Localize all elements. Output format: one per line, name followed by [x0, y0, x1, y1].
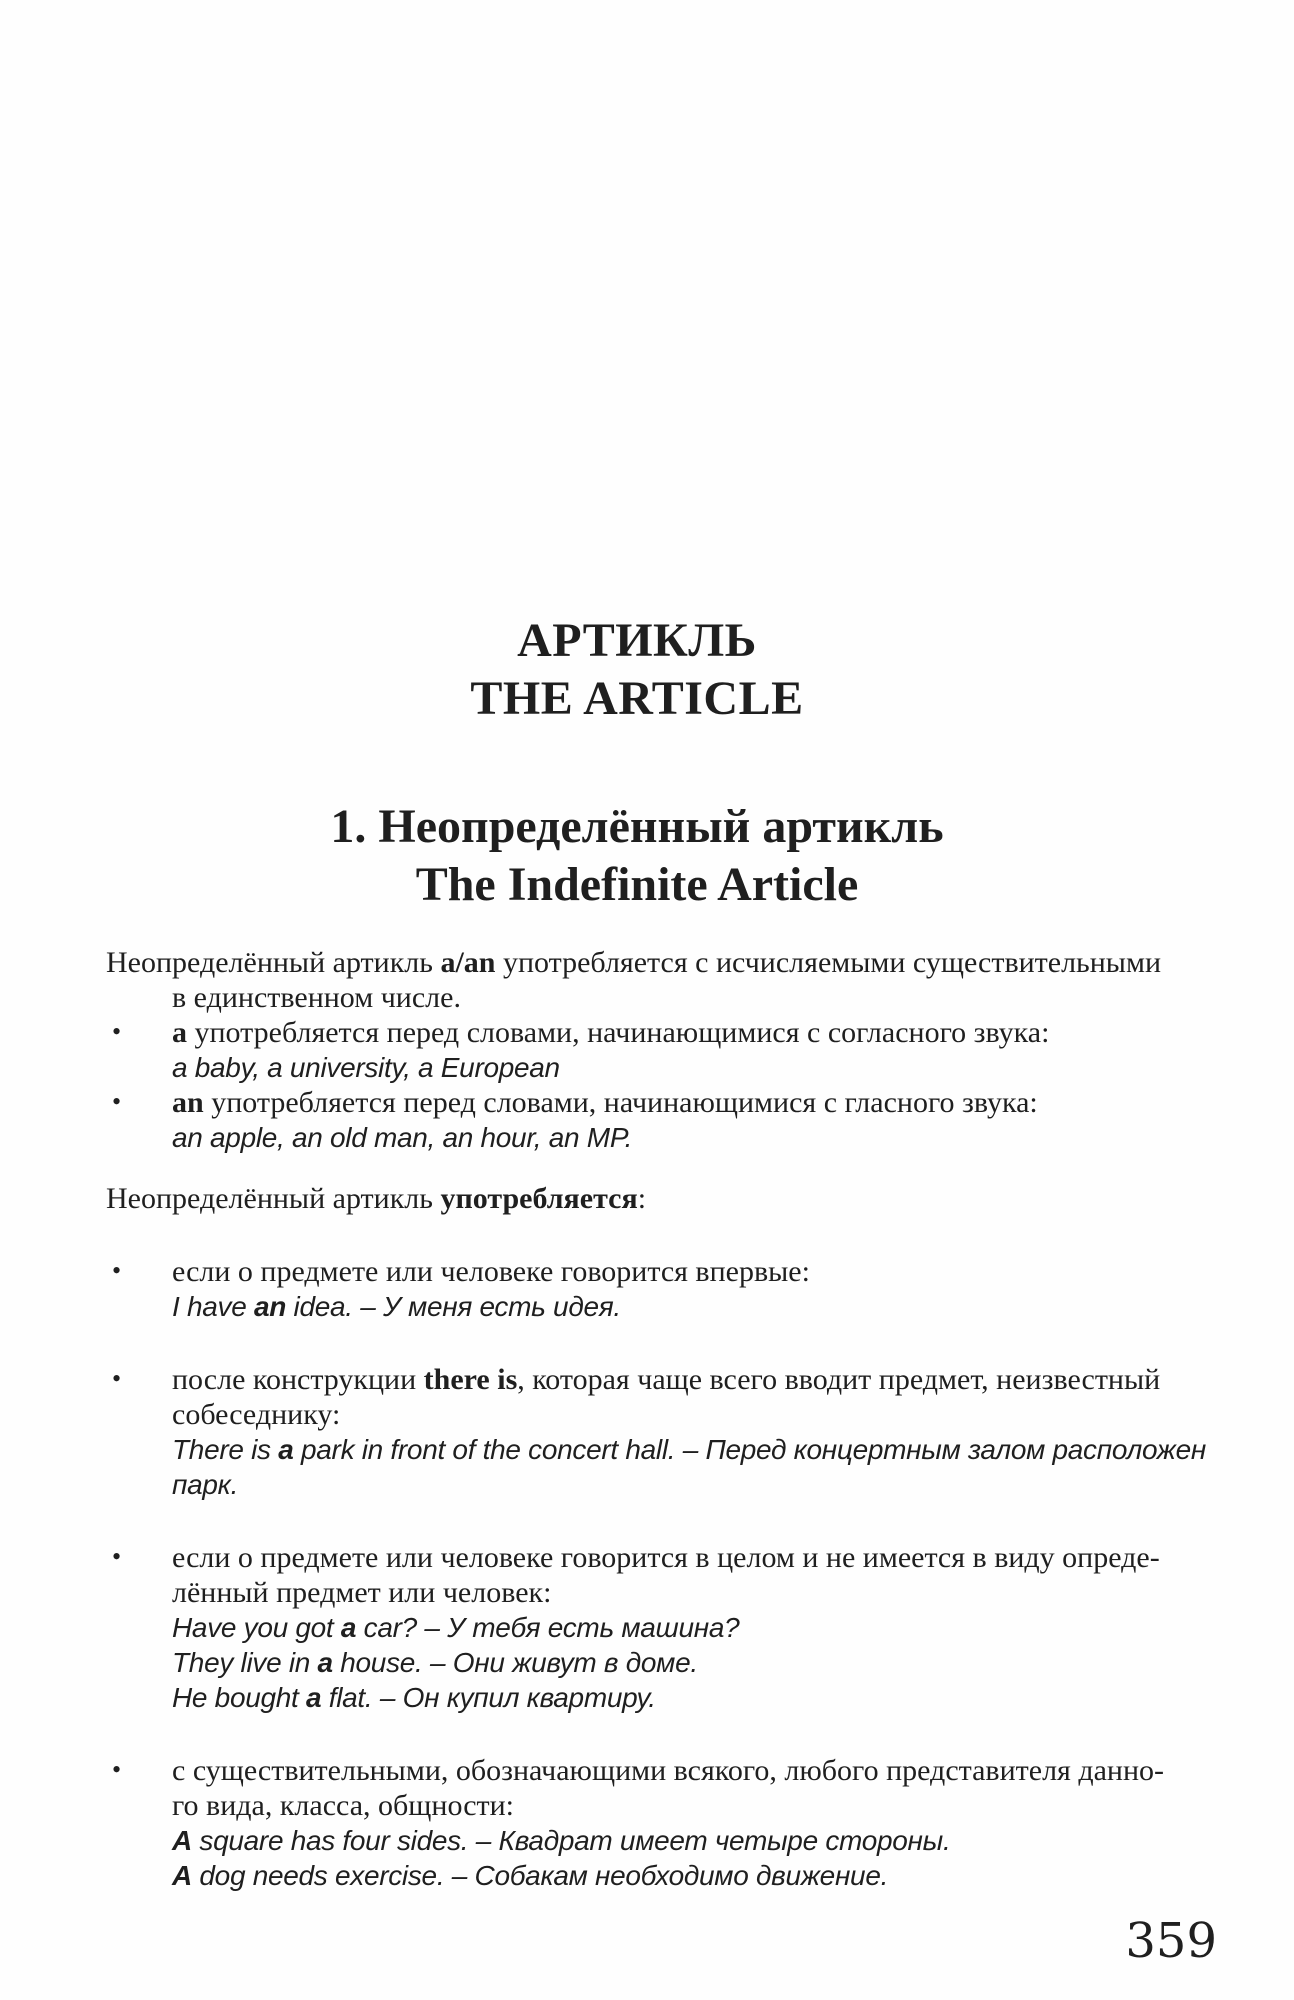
section-heading-ru: 1. Неопределённый артикль [330, 800, 944, 853]
text-segment: There is [172, 1434, 279, 1465]
text-segment: They live in [172, 1647, 318, 1678]
text-segment: car? – У тебя есть машина? [356, 1612, 740, 1643]
text-segment: го вида, класса, общности: [172, 1789, 515, 1822]
text-line [106, 1085, 1216, 1120]
text-segment: there is [423, 1363, 518, 1396]
text-segment: park in front of the concert hall. – Перед концертным залом расположен [293, 1434, 1206, 1465]
example-line [106, 1858, 1216, 1893]
text-line [106, 1362, 1216, 1397]
text-segment: a [306, 1682, 322, 1713]
example-line [106, 1120, 1216, 1155]
text-segment: употребляется [440, 1182, 638, 1215]
page-number: 359 [1125, 1913, 1217, 1969]
text-segment: flat. – Он купил квартиру. [321, 1682, 656, 1713]
text-line [106, 1181, 1216, 1216]
text-segment: a [340, 1612, 357, 1643]
text-segment: I have [172, 1291, 254, 1322]
example-line [106, 1823, 1216, 1858]
chapter-title-en: THE ARTICLE [470, 672, 804, 725]
text-segment: a/an [440, 946, 496, 979]
text-line [106, 1254, 1216, 1289]
chapter-title-ru: АРТИКЛЬ [517, 614, 757, 667]
bullet-icon: • [112, 1256, 122, 1285]
text-segment: He bought [172, 1682, 306, 1713]
example-line [106, 1289, 1216, 1324]
text-line [106, 1397, 1216, 1432]
text-segment: собеседнику: [172, 1398, 341, 1431]
bullet-icon: • [112, 1364, 122, 1393]
text-segment: an [253, 1291, 287, 1322]
example-line [106, 1432, 1216, 1467]
text-line [106, 980, 1216, 1015]
bullet-item [106, 1085, 1216, 1155]
text-segment: idea. – У меня есть идея. [286, 1291, 621, 1322]
text-segment: после конструкции [172, 1363, 424, 1396]
text-line [106, 945, 1216, 980]
text-segment: house. – Они живут в доме. [332, 1647, 698, 1678]
text-segment: употребляется с исчисляемыми существительными [495, 946, 1161, 979]
example-line [106, 1050, 1216, 1085]
text-segment: a [278, 1434, 294, 1465]
page-content [106, 945, 1216, 1893]
example-line [106, 1610, 1216, 1645]
text-segment: : [637, 1182, 647, 1215]
section-heading-en: The Indefinite Article [415, 858, 859, 911]
bullet-icon: • [112, 1017, 122, 1046]
paragraph [106, 1181, 1216, 1216]
text-segment: a baby, a university, a European [172, 1052, 560, 1083]
text-segment: A [172, 1825, 192, 1856]
text-segment: A [172, 1860, 192, 1891]
example-line [106, 1680, 1216, 1715]
text-segment: в единственном числе. [172, 981, 461, 1014]
text-segment: лённый предмет или человек: [172, 1576, 552, 1609]
text-segment: , которая чаще всего вводит предмет, неизвестный [517, 1363, 1161, 1396]
text-segment: парк. [172, 1469, 239, 1500]
bullet-item [106, 1015, 1216, 1085]
text-segment: употребляется перед словами, начинающимися с гласного звука: [203, 1086, 1038, 1119]
bullet-item [106, 1362, 1216, 1502]
page-header [64, 612, 1210, 914]
text-segment: square has four sides. – Квадрат имеет четыре стороны. [191, 1825, 951, 1856]
text-segment: употребляется перед словами, начинающимися с согласного звука: [187, 1016, 1050, 1049]
text-segment: an [172, 1086, 204, 1119]
example-line [106, 1645, 1216, 1680]
text-line [106, 1015, 1216, 1050]
text-segment: если о предмете или человеке говорится в целом и не имеется в виду опреде- [172, 1541, 1160, 1574]
text-segment: Have you got [172, 1612, 341, 1643]
text-line [106, 1788, 1216, 1823]
text-segment: a [172, 1016, 187, 1049]
example-line [106, 1467, 1216, 1502]
text-segment: a [317, 1647, 333, 1678]
text-line [106, 1540, 1216, 1575]
text-line [106, 1753, 1216, 1788]
bullet-item [106, 1254, 1216, 1324]
bullet-icon: • [112, 1542, 122, 1571]
text-segment: Неопределённый артикль [106, 946, 441, 979]
text-segment: dog needs exercise. – Собакам необходимо движение. [191, 1860, 889, 1891]
paragraph [106, 945, 1216, 1015]
bullet-icon: • [112, 1755, 122, 1784]
text-segment: an apple, an old man, an hour, an MP. [172, 1122, 633, 1153]
text-segment: Неопределённый артикль [106, 1182, 441, 1215]
text-segment: если о предмете или человеке говорится впервые: [172, 1255, 810, 1288]
bullet-item [106, 1753, 1216, 1893]
text-line [106, 1575, 1216, 1610]
bullet-icon: • [112, 1087, 122, 1116]
text-segment: с существительными, обозначающими всякого, любого представителя данно- [172, 1754, 1165, 1787]
bullet-item [106, 1540, 1216, 1715]
